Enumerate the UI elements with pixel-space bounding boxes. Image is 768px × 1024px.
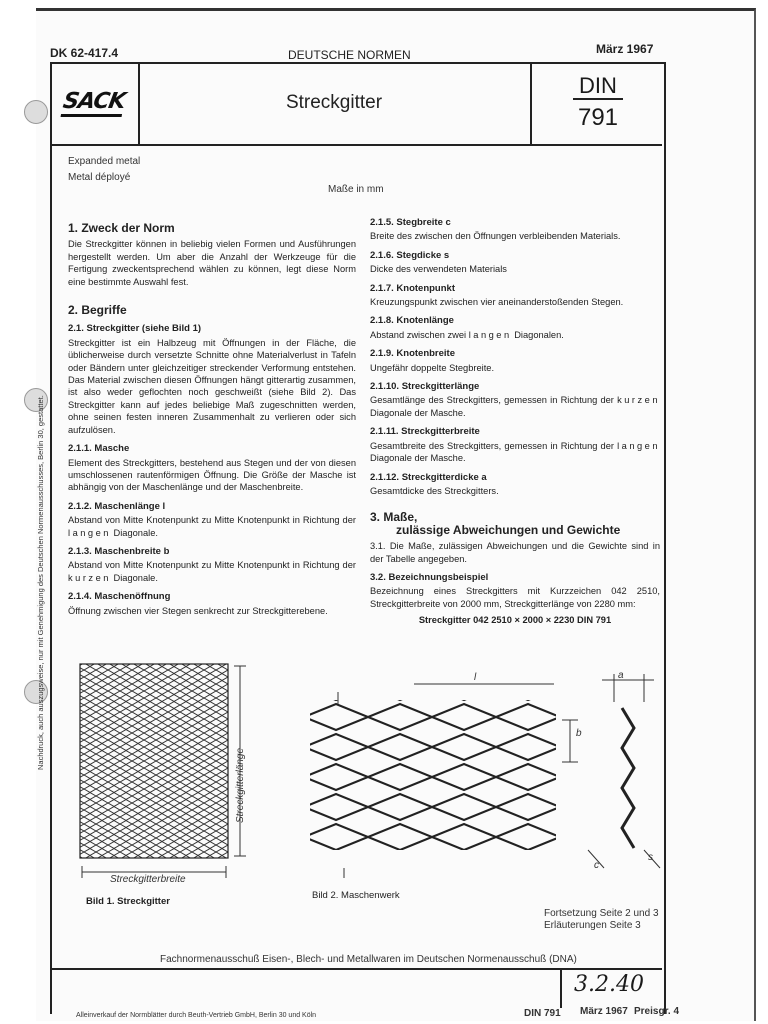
paragraph: [370, 394, 660, 419]
logo: [50, 62, 140, 144]
paragraph: Gesamtdicke des Streckgitters.: [370, 485, 499, 496]
din-label: DIN: [573, 74, 623, 100]
subsection-heading: 2.1.12. Streckgitterdicke a: [370, 471, 487, 483]
header-date: März 1967: [596, 42, 654, 56]
reprint-note: Nachdruck, auch auszugsweise, nur mit Genehmigung des Deutschen Normenausschusses, Berlin 30, gestattet.: [36, 395, 45, 770]
subsection-heading: 2.1.5. Stegbreite c: [370, 217, 451, 228]
paragraph: Bezeichnung eines Streckgitters mit Kurzzeichen 042 2510, Streckgitterbreite von 2000 mm, Streckgitterlänge von 2280 mm:: [370, 586, 660, 609]
subsection-heading: 2.1.7. Knotenpunkt: [370, 282, 455, 294]
subtitle-fr: Metal déployé: [68, 172, 131, 183]
din-block: [530, 62, 664, 144]
standards-header: DEUTSCHE NORMEN: [288, 48, 411, 62]
subsection-heading: 3.2. Bezeichnungsbeispiel: [370, 571, 489, 583]
subsection-heading: 2.1.3. Maschenbreite b: [68, 545, 170, 557]
spaced-word: langen: [468, 329, 512, 340]
text-run: Abstand von Mitte Knotenpunkt zu Mitte Knotenpunkt in Richtung der: [68, 560, 356, 571]
text-run: Diagonale der Masche.: [370, 407, 466, 418]
subsection-heading: 2.1.10. Streckgitterlänge: [370, 381, 480, 393]
paragraph: [370, 329, 660, 341]
spaced-word: kurzen: [68, 572, 111, 583]
handwritten-box: [560, 968, 662, 1008]
right-column: [370, 210, 660, 627]
subsection-heading: 2.1. Streckgitter (siehe Bild 1): [68, 323, 202, 335]
paragraph: Öffnung zwischen vier Stegen senkrecht zur Streckgitterebene.: [68, 605, 328, 616]
text-run: Abstand von Mitte Knotenpunkt zu Mitte Knotenpunkt in Richtung der: [68, 515, 356, 526]
section-heading-cont: zulässige Abweichungen und Gewichte: [396, 522, 621, 537]
mesh-sheet: [80, 664, 228, 858]
footer-date: März 1967: [580, 1006, 628, 1017]
committee-line: Fachnormenausschuß Eisen-, Blech- und Metallwaren im Deutschen Normenausschuß (DNA): [160, 954, 577, 965]
paragraph: [68, 514, 356, 539]
explanations-note: Erläuterungen Seite 3: [544, 920, 641, 931]
subsection-heading: 2.1.9. Knotenbreite: [370, 348, 455, 360]
dk-number: DK 62-417.4: [50, 46, 119, 60]
subsection-heading: 2.1.2. Maschenlänge l: [68, 500, 166, 512]
section-heading: 2. Begriffe: [68, 303, 127, 318]
paragraph: 3.1. Die Maße, zulässigen Abweichungen und die Gewichte sind in der Tabelle angegeben.: [370, 541, 660, 564]
text-run: Gesamtlänge des Streckgitters, gemessen in Richtung der: [370, 395, 618, 406]
text-run: Diagonale.: [110, 572, 158, 583]
text-run: Diagonale der Masche.: [370, 453, 466, 464]
spaced-word: langen: [617, 440, 660, 451]
paragraph: Dicke des verwendeten Materials: [370, 264, 507, 275]
document-title: Streckgitter: [285, 92, 383, 113]
spaced-word: langen: [68, 527, 111, 538]
left-column: [68, 212, 356, 617]
paragraph: [68, 559, 356, 584]
title-block: [50, 62, 662, 146]
text-run: Diagonale.: [110, 527, 158, 538]
mesh-profile: [622, 708, 634, 848]
text-run: Gesamtbreite des Streckgitters, gemessen in Richtung der: [370, 440, 618, 451]
subsection-heading: 2.1.11. Streckgitterbreite: [370, 426, 480, 438]
text-run: Diagonalen.: [511, 329, 564, 340]
paragraph: Ungefähr doppelte Stegbreite.: [370, 362, 495, 373]
designation-example: Streckgitter 042 2510 × 2000 × 2230 DIN 791: [418, 615, 612, 626]
figure-2-caption: Bild 2. Maschenwerk: [312, 890, 400, 901]
subsection-heading: 2.1.8. Knotenlänge: [370, 315, 454, 327]
paragraph: Breite des zwischen den Öffnungen verbleibenden Materials.: [370, 231, 621, 242]
paragraph: [370, 440, 660, 465]
dim-s-label: s: [648, 852, 653, 863]
publisher-line: Alleinverkauf der Normblätter durch Beuth-Vertrieb GmbH, Berlin 30 und Köln: [76, 1012, 317, 1019]
subsection-heading: 2.1.6. Stegdicke s: [370, 249, 450, 261]
paragraph: Element des Streckgitters, bestehend aus Stegen und der von diesen umschlossenen rautenförmigen Öffnung. Die Größe der Masche ist abhängig von der Maschenlänge und der Maschenbreite.: [68, 457, 356, 493]
din-number: 791: [577, 104, 619, 131]
section-heading: 1. Zweck der Norm: [68, 221, 175, 235]
dim-c-label: c: [594, 860, 599, 871]
footer-price: Preisgr. 4: [634, 1006, 680, 1017]
handwritten-code: 3.2.40: [574, 972, 644, 997]
dim-a-label: a: [618, 670, 624, 681]
spaced-word: kurzen: [617, 395, 660, 406]
text-run: Abstand zwischen zwei: [370, 329, 469, 340]
continuation-note: Fortsetzung Seite 2 und 3: [544, 908, 659, 919]
figure-2-maschenwerk: [304, 672, 684, 882]
logo-text: SACK: [61, 89, 127, 117]
units-note: Maße in mm: [328, 184, 384, 195]
mesh-detail: [310, 700, 556, 850]
paragraph: Kreuzungspunkt zwischen vier aneinanderstoßenden Stegen.: [370, 297, 624, 308]
figure-1-streckgitter: [66, 656, 286, 896]
streckgitterbreite-label: Streckgitterbreite: [110, 874, 186, 885]
paragraph: Die Streckgitter können in beliebig vielen Formen und Ausführungen hergestellt werden. Um aber die Anzahl der Werkzeuge für die Fertigung zweckentsprechend wählen zu können, legt diese Norm eine bestimmte Auswahl fest.: [68, 239, 356, 287]
paragraph: Streckgitter ist ein Halbzeug mit Öffnungen in der Fläche, die üblicherweise durch versetzte Schnitte ohne Materialverlust in Tafeln oder Bändern unter gleichzeitiger streckender Verformung entstehen. Das Material zwischen diesen Öffnungen hängt gitterartig zusammen, ist also weder geflochten noch geschweißt (siehe Bild 2). Das Streckgitter kann auf jedes beliebige Maß zugeschnitten werden, ohne seinen festen inneren Zusammenhalt zu verlieren oder sich aufzulösen.: [68, 337, 356, 435]
subtitle-en: Expanded metal: [68, 156, 141, 167]
footer-din: DIN 791: [524, 1008, 561, 1019]
figure-1-caption: Bild 1. Streckgitter: [86, 896, 170, 907]
subsection-heading: 2.1.4. Maschenöffnung: [68, 591, 171, 603]
dim-b-label: b: [576, 728, 582, 739]
streckgitterlaenge-label: Streckgitterlänge: [235, 747, 247, 824]
punch-hole: [24, 100, 48, 124]
section-heading: 3. Maße,: [370, 510, 418, 525]
subsection-heading: 2.1.1. Masche: [68, 443, 130, 455]
dim-l-label: l: [474, 672, 477, 683]
